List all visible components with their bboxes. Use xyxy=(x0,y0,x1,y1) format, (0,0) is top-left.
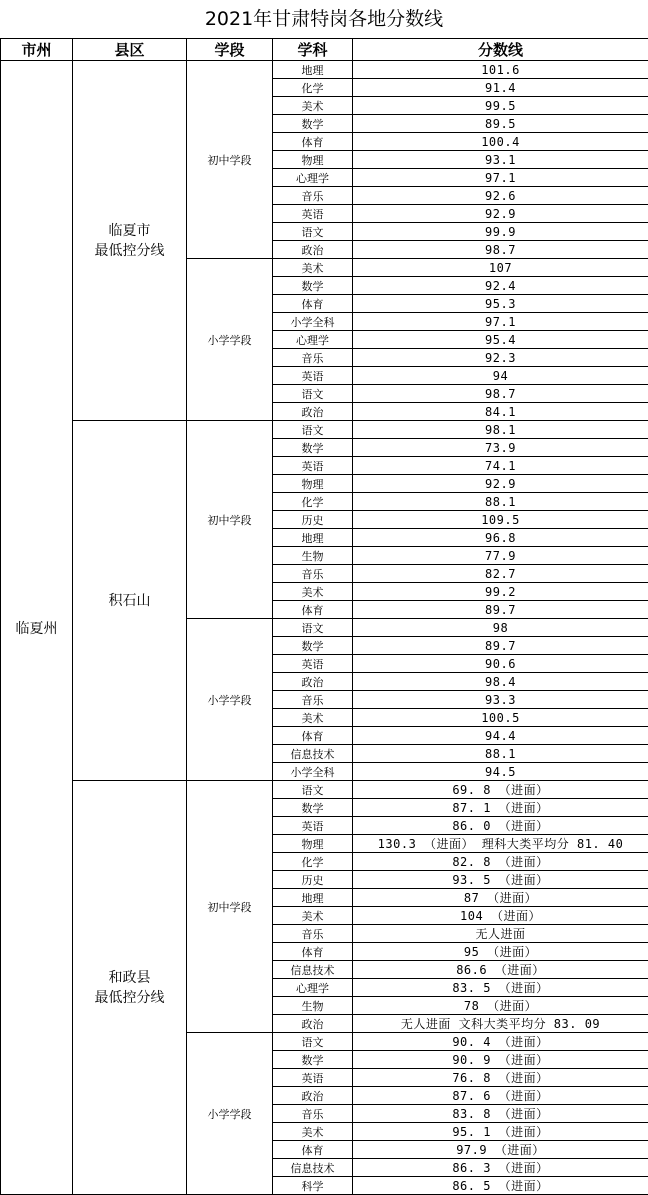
subject-cell: 政治 xyxy=(273,241,353,259)
score-cell: 94.4 xyxy=(353,727,648,745)
subject-cell: 科学 xyxy=(273,1177,353,1195)
subject-cell: 政治 xyxy=(273,1087,353,1105)
score-cell: 89.7 xyxy=(353,637,648,655)
county-name-line: 积石山 xyxy=(73,591,186,611)
score-cell: 86. 3 （进面） xyxy=(353,1159,648,1177)
subject-cell: 数学 xyxy=(273,115,353,133)
subject-cell: 心理学 xyxy=(273,331,353,349)
county-name-line: 和政县 xyxy=(73,968,186,988)
header-stage: 学段 xyxy=(187,39,273,61)
score-cell: 76. 8 （进面） xyxy=(353,1069,648,1087)
stage-cell: 小学学段 xyxy=(187,1033,273,1195)
header-county: 县区 xyxy=(73,39,187,61)
table-body xyxy=(1,61,648,1195)
county-name-line: 临夏市 xyxy=(73,221,186,241)
sheet-title: 2021年甘肃特岗各地分数线 xyxy=(0,0,648,39)
header-score: 分数线 xyxy=(353,39,648,61)
score-cell: 130.3 （进面） 理科大类平均分 81. 40 xyxy=(353,835,648,853)
county-cell xyxy=(73,61,187,421)
subject-cell: 信息技术 xyxy=(273,745,353,763)
subject-cell: 历史 xyxy=(273,511,353,529)
score-cell: 98.7 xyxy=(353,385,648,403)
score-cell: 无人进面 文科大类平均分 83. 09 xyxy=(353,1015,648,1033)
subject-cell: 物理 xyxy=(273,475,353,493)
county-name-line: 最低控分线 xyxy=(73,241,186,261)
score-cell: 99.2 xyxy=(353,583,648,601)
city-cell: 临夏州 xyxy=(1,61,73,1195)
county-cell xyxy=(73,781,187,1195)
score-cell: 101.6 xyxy=(353,61,648,79)
subject-cell: 历史 xyxy=(273,871,353,889)
subject-cell: 数学 xyxy=(273,1051,353,1069)
score-cell: 69. 8 （进面） xyxy=(353,781,648,799)
subject-cell: 信息技术 xyxy=(273,961,353,979)
score-cell: 95. 1 （进面） xyxy=(353,1123,648,1141)
subject-cell: 音乐 xyxy=(273,187,353,205)
score-cell: 95 （进面） xyxy=(353,943,648,961)
score-cell: 92.9 xyxy=(353,475,648,493)
subject-cell: 数学 xyxy=(273,799,353,817)
score-cell: 94 xyxy=(353,367,648,385)
table-row xyxy=(1,781,648,799)
score-cell: 无人进面 xyxy=(353,925,648,943)
subject-cell: 音乐 xyxy=(273,1105,353,1123)
score-cell: 93. 5 （进面） xyxy=(353,871,648,889)
subject-cell: 美术 xyxy=(273,709,353,727)
score-cell: 92.9 xyxy=(353,205,648,223)
score-cell: 87. 1 （进面） xyxy=(353,799,648,817)
subject-cell: 语文 xyxy=(273,781,353,799)
subject-cell: 美术 xyxy=(273,907,353,925)
score-table xyxy=(0,38,648,1195)
score-cell: 97.1 xyxy=(353,313,648,331)
subject-cell: 地理 xyxy=(273,61,353,79)
score-cell: 74.1 xyxy=(353,457,648,475)
subject-cell: 体育 xyxy=(273,727,353,745)
subject-cell: 生物 xyxy=(273,997,353,1015)
header-subject: 学科 xyxy=(273,39,353,61)
subject-cell: 体育 xyxy=(273,943,353,961)
subject-cell: 心理学 xyxy=(273,979,353,997)
score-cell: 83. 5 （进面） xyxy=(353,979,648,997)
stage-cell: 初中学段 xyxy=(187,61,273,259)
score-cell: 96.8 xyxy=(353,529,648,547)
subject-cell: 地理 xyxy=(273,889,353,907)
subject-cell: 语文 xyxy=(273,1033,353,1051)
score-cell: 100.5 xyxy=(353,709,648,727)
subject-cell: 语文 xyxy=(273,385,353,403)
subject-cell: 音乐 xyxy=(273,349,353,367)
score-cell: 97.9 （进面） xyxy=(353,1141,648,1159)
score-cell: 93.3 xyxy=(353,691,648,709)
score-cell: 90. 4 （进面） xyxy=(353,1033,648,1051)
subject-cell: 数学 xyxy=(273,637,353,655)
score-cell: 88.1 xyxy=(353,745,648,763)
subject-cell: 音乐 xyxy=(273,925,353,943)
subject-cell: 体育 xyxy=(273,1141,353,1159)
score-cell: 84.1 xyxy=(353,403,648,421)
score-cell: 95.4 xyxy=(353,331,648,349)
score-cell: 95.3 xyxy=(353,295,648,313)
score-cell: 89.5 xyxy=(353,115,648,133)
county-name-line: 最低控分线 xyxy=(73,988,186,1008)
score-cell: 92.4 xyxy=(353,277,648,295)
subject-cell: 小学全科 xyxy=(273,313,353,331)
subject-cell: 物理 xyxy=(273,151,353,169)
subject-cell: 语文 xyxy=(273,421,353,439)
subject-cell: 体育 xyxy=(273,133,353,151)
score-cell: 91.4 xyxy=(353,79,648,97)
stage-cell: 小学学段 xyxy=(187,259,273,421)
score-cell: 77.9 xyxy=(353,547,648,565)
subject-cell: 数学 xyxy=(273,439,353,457)
stage-cell: 初中学段 xyxy=(187,781,273,1033)
score-cell: 94.5 xyxy=(353,763,648,781)
score-cell: 93.1 xyxy=(353,151,648,169)
score-cell: 86. 5 （进面） xyxy=(353,1177,648,1195)
header-city: 市州 xyxy=(1,39,73,61)
subject-cell: 生物 xyxy=(273,547,353,565)
table-row xyxy=(1,421,648,439)
subject-cell: 化学 xyxy=(273,853,353,871)
county-cell xyxy=(73,421,187,781)
subject-cell: 化学 xyxy=(273,79,353,97)
subject-cell: 英语 xyxy=(273,817,353,835)
score-cell: 98.4 xyxy=(353,673,648,691)
score-cell: 86.6 （进面） xyxy=(353,961,648,979)
subject-cell: 小学全科 xyxy=(273,763,353,781)
score-cell: 90.6 xyxy=(353,655,648,673)
subject-cell: 政治 xyxy=(273,673,353,691)
subject-cell: 政治 xyxy=(273,1015,353,1033)
subject-cell: 地理 xyxy=(273,529,353,547)
subject-cell: 心理学 xyxy=(273,169,353,187)
score-cell: 83. 8 （进面） xyxy=(353,1105,648,1123)
subject-cell: 英语 xyxy=(273,205,353,223)
score-cell: 78 （进面） xyxy=(353,997,648,1015)
score-cell: 109.5 xyxy=(353,511,648,529)
score-cell: 92.3 xyxy=(353,349,648,367)
score-cell: 86. 0 （进面） xyxy=(353,817,648,835)
subject-cell: 美术 xyxy=(273,1123,353,1141)
subject-cell: 英语 xyxy=(273,367,353,385)
subject-cell: 物理 xyxy=(273,835,353,853)
score-cell: 99.9 xyxy=(353,223,648,241)
subject-cell: 英语 xyxy=(273,655,353,673)
subject-cell: 化学 xyxy=(273,493,353,511)
score-cell: 82.7 xyxy=(353,565,648,583)
score-cell: 73.9 xyxy=(353,439,648,457)
score-cell: 87 （进面） xyxy=(353,889,648,907)
score-cell: 98.7 xyxy=(353,241,648,259)
score-cell: 98 xyxy=(353,619,648,637)
stage-cell: 初中学段 xyxy=(187,421,273,619)
subject-cell: 数学 xyxy=(273,277,353,295)
subject-cell: 美术 xyxy=(273,259,353,277)
score-cell: 98.1 xyxy=(353,421,648,439)
score-cell: 89.7 xyxy=(353,601,648,619)
score-cell: 104 （进面） xyxy=(353,907,648,925)
score-cell: 107 xyxy=(353,259,648,277)
subject-cell: 体育 xyxy=(273,295,353,313)
score-cell: 99.5 xyxy=(353,97,648,115)
subject-cell: 美术 xyxy=(273,97,353,115)
subject-cell: 语文 xyxy=(273,223,353,241)
score-cell: 90. 9 （进面） xyxy=(353,1051,648,1069)
subject-cell: 体育 xyxy=(273,601,353,619)
subject-cell: 音乐 xyxy=(273,565,353,583)
subject-cell: 英语 xyxy=(273,457,353,475)
subject-cell: 政治 xyxy=(273,403,353,421)
subject-cell: 音乐 xyxy=(273,691,353,709)
table-row xyxy=(1,61,648,79)
score-cell: 92.6 xyxy=(353,187,648,205)
subject-cell: 信息技术 xyxy=(273,1159,353,1177)
score-cell: 88.1 xyxy=(353,493,648,511)
subject-cell: 英语 xyxy=(273,1069,353,1087)
score-cell: 82. 8 （进面） xyxy=(353,853,648,871)
subject-cell: 美术 xyxy=(273,583,353,601)
stage-cell: 小学学段 xyxy=(187,619,273,781)
score-cell: 87. 6 （进面） xyxy=(353,1087,648,1105)
header-row xyxy=(1,39,648,61)
score-cell: 97.1 xyxy=(353,169,648,187)
subject-cell: 语文 xyxy=(273,619,353,637)
score-cell: 100.4 xyxy=(353,133,648,151)
